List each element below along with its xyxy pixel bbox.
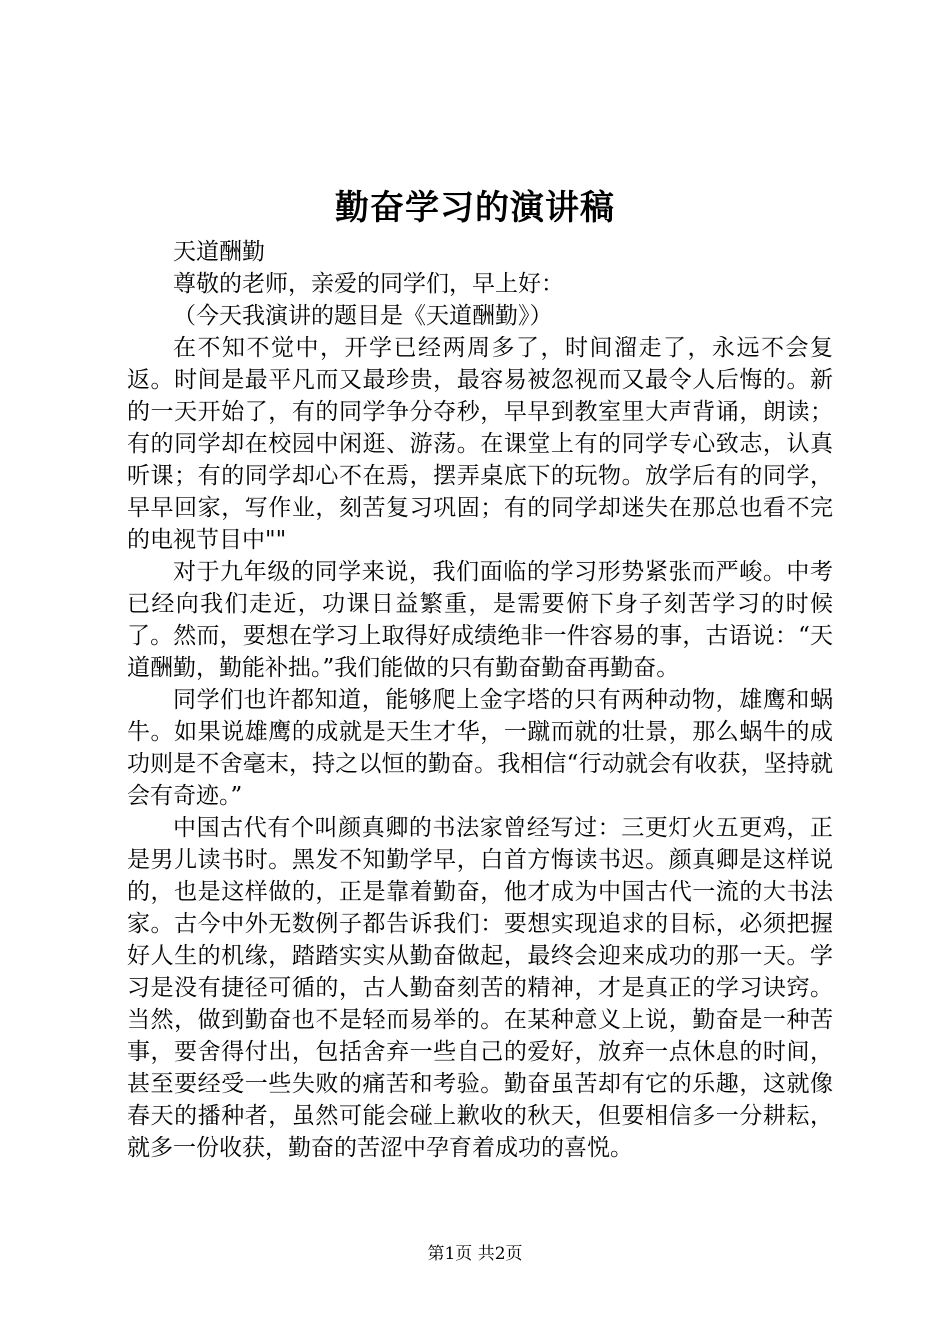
body-paragraph: 在不知不觉中，开学已经两周多了，时间溜走了，永远不会复返。时间是最平凡而又最珍贵，最容易被忽视而又最令人后悔的。新的一天开始了，有的同学争分夺秒，早早到教室里大声背诵，朗读；有的同学却在校园中闲逛、游荡。在课堂上有的同学专心致志，认真听课；有的同学却心不在焉，摆弄桌底下的玩物。放学后有的同学，早早回家，写作业，刻苦复习巩固；有的同学却迷失在那总也看不完的电视节目中"" [127, 335, 833, 553]
speech-topic-line: 天道酬勤 [173, 239, 265, 265]
page-number-footer: 第1页 共2页 [427, 1244, 523, 1264]
body-paragraph: 同学们也许都知道，能够爬上金字塔的只有两种动物，雄鹰和蜗牛。如果说雄鹰的成就是天生才华，一蹴而就的壮景，那么蜗牛的成功则是不舍毫末，持之以恒的勤奋。我相信“行动就会有收获，坚持就会有奇迹。” [127, 687, 833, 809]
greeting-paragraph: 尊敬的老师，亲爱的同学们，早上好： [173, 271, 564, 297]
topic-announcement-paragraph: （今天我演讲的题目是《天道酬勤》） [173, 303, 553, 329]
document-title: 勤奋学习的演讲稿 [335, 188, 615, 228]
document-body [127, 236, 833, 1164]
body-paragraph: 对于九年级的同学来说，我们面临的学习形势紧张而严峻。中考已经向我们走近，功课日益繁重，是需要俯下身子刻苦学习的时候了。然而，要想在学习上取得好成绩绝非一件容易的事，古语说：“天道酬勤，勤能补拙。”我们能做的只有勤奋勤奋再勤奋。 [127, 559, 833, 681]
body-paragraph: 中国古代有个叫颜真卿的书法家曾经写过：三更灯火五更鸡，正是男儿读书时。黑发不知勤学早，白首方悔读书迟。颜真卿是这样说的，也是这样做的，正是靠着勤奋，他才成为中国古代一流的大书法家。古今中外无数例子都告诉我们：要想实现追求的目标，必须把握好人生的机缘，踏踏实实从勤奋做起，最终会迎来成功的那一天。学习是没有捷径可循的，古人勤奋刻苦的精神，才是真正的学习诀窍。当然，做到勤奋也不是轻而易举的。在某种意义上说，勤奋是一种苦事，要舍得付出，包括舍弃一些自己的爱好，放弃一点休息的时间，甚至要经受一些失败的痛苦和考验。勤奋虽苦却有它的乐趣，这就像春天的播种者，虽然可能会碰上歉收的秋天，但要相信多一分耕耘，就多一份收获，勤奋的苦涩中孕育着成功的喜悦。 [127, 815, 833, 1161]
